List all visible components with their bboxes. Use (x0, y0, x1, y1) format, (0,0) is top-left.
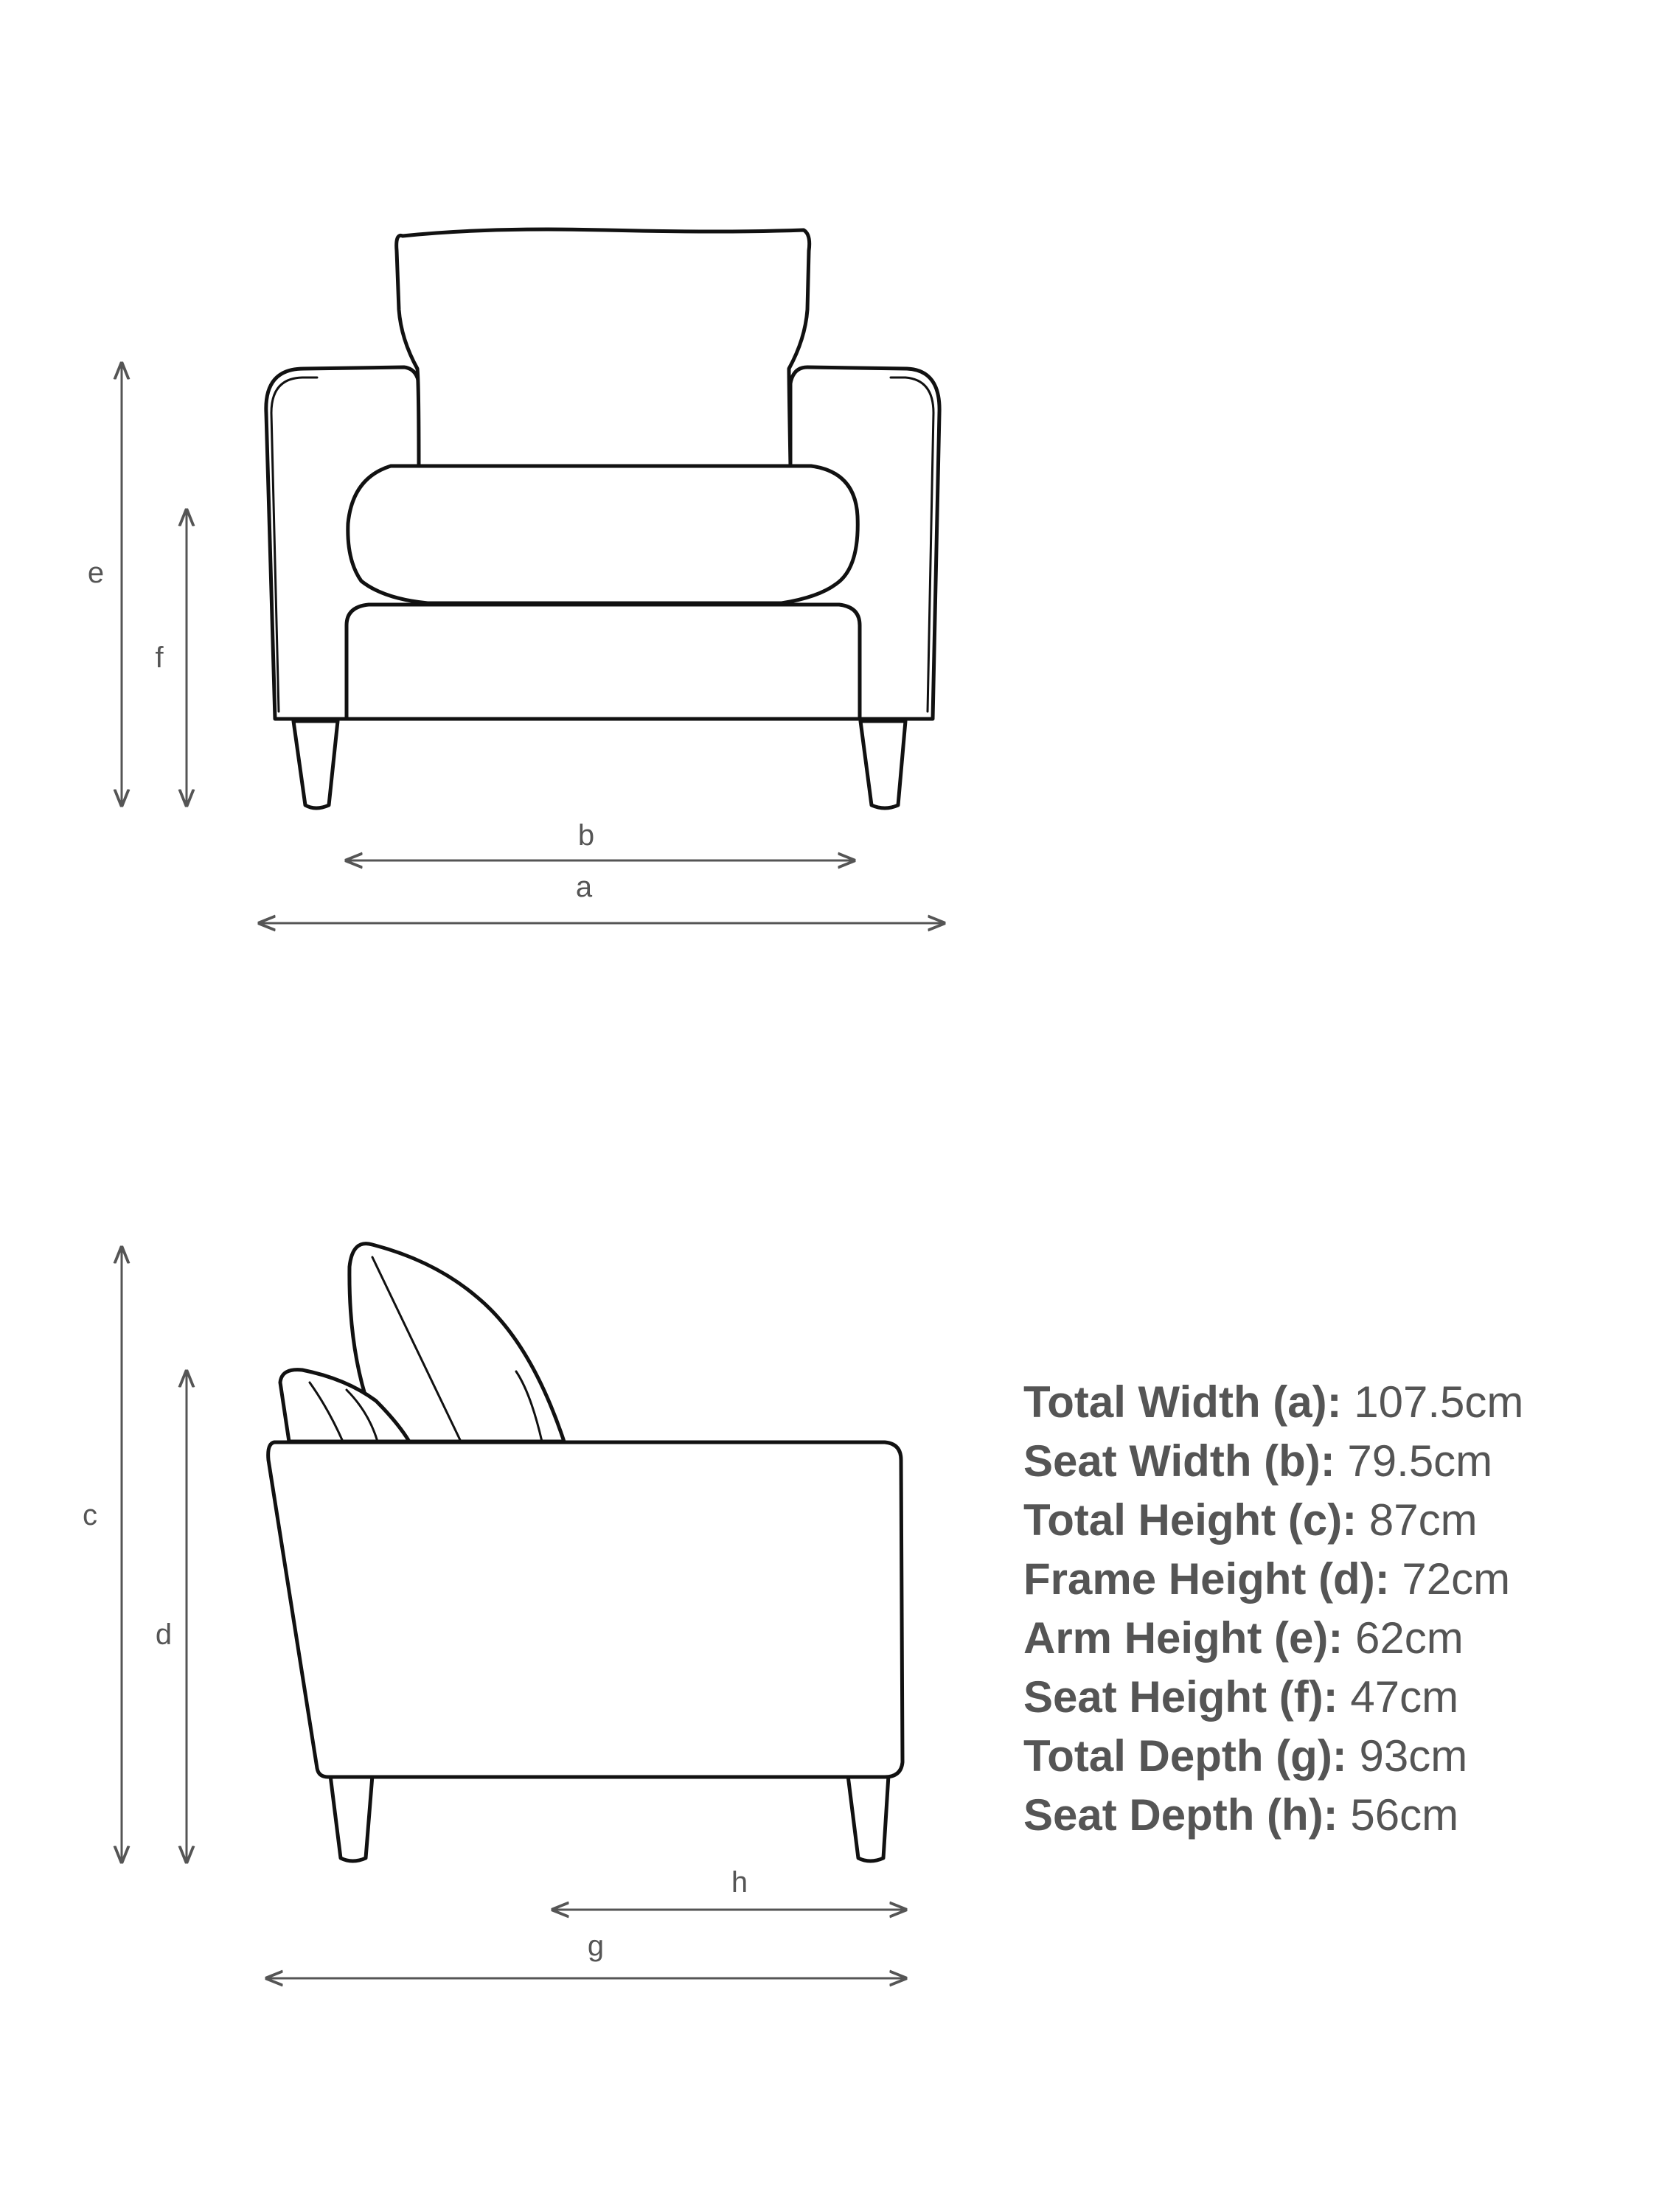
side-front-leg (330, 1775, 372, 1861)
dimension-label-c: c (83, 1499, 97, 1531)
dimension-specs-list (1023, 1373, 1523, 1845)
dimension-label-g: g (587, 1930, 605, 1962)
spec-value: 62cm (1343, 1613, 1464, 1663)
spec-value: 87cm (1357, 1495, 1478, 1545)
spec-value: 47cm (1338, 1672, 1459, 1722)
front-back-cushion (397, 229, 810, 466)
spec-label: Total Height (c): (1023, 1495, 1357, 1545)
spec-label: Total Width (a): (1023, 1377, 1342, 1427)
spec-seat-height (1023, 1668, 1523, 1727)
side-view (268, 1244, 902, 1861)
spec-total-height (1023, 1491, 1523, 1550)
dimension-label-h: h (731, 1866, 748, 1899)
front-view (266, 229, 939, 808)
spec-total-depth (1023, 1727, 1523, 1786)
spec-value: 72cm (1389, 1554, 1511, 1604)
spec-label: Frame Height (d): (1023, 1554, 1390, 1604)
dimension-label-b: b (577, 819, 595, 852)
dimension-label-a: a (575, 871, 593, 903)
spec-arm-height (1023, 1609, 1523, 1668)
spec-label: Total Depth (g): (1023, 1731, 1347, 1781)
spec-label: Seat Height (f): (1023, 1672, 1338, 1722)
dimension-label-e: e (87, 557, 105, 589)
spec-seat-depth (1023, 1786, 1523, 1845)
spec-frame-height (1023, 1550, 1523, 1609)
spec-seat-width (1023, 1432, 1523, 1491)
dimension-label-f: f (155, 641, 164, 674)
spec-value: 107.5cm (1341, 1377, 1524, 1427)
spec-total-width (1023, 1373, 1523, 1432)
dimension-label-d: d (155, 1618, 173, 1651)
spec-value: 93cm (1346, 1731, 1468, 1781)
front-seat-cushion (348, 466, 858, 603)
front-base-panel (347, 605, 860, 719)
front-left-leg (293, 721, 338, 808)
spec-label: Seat Width (b): (1023, 1436, 1335, 1486)
spec-value: 79.5cm (1335, 1436, 1493, 1486)
front-right-leg (860, 721, 905, 808)
side-body (268, 1442, 902, 1777)
spec-label: Seat Depth (h): (1023, 1790, 1338, 1840)
spec-label: Arm Height (e): (1023, 1613, 1343, 1663)
spec-value: 56cm (1338, 1790, 1459, 1840)
side-back-leg (848, 1775, 888, 1861)
